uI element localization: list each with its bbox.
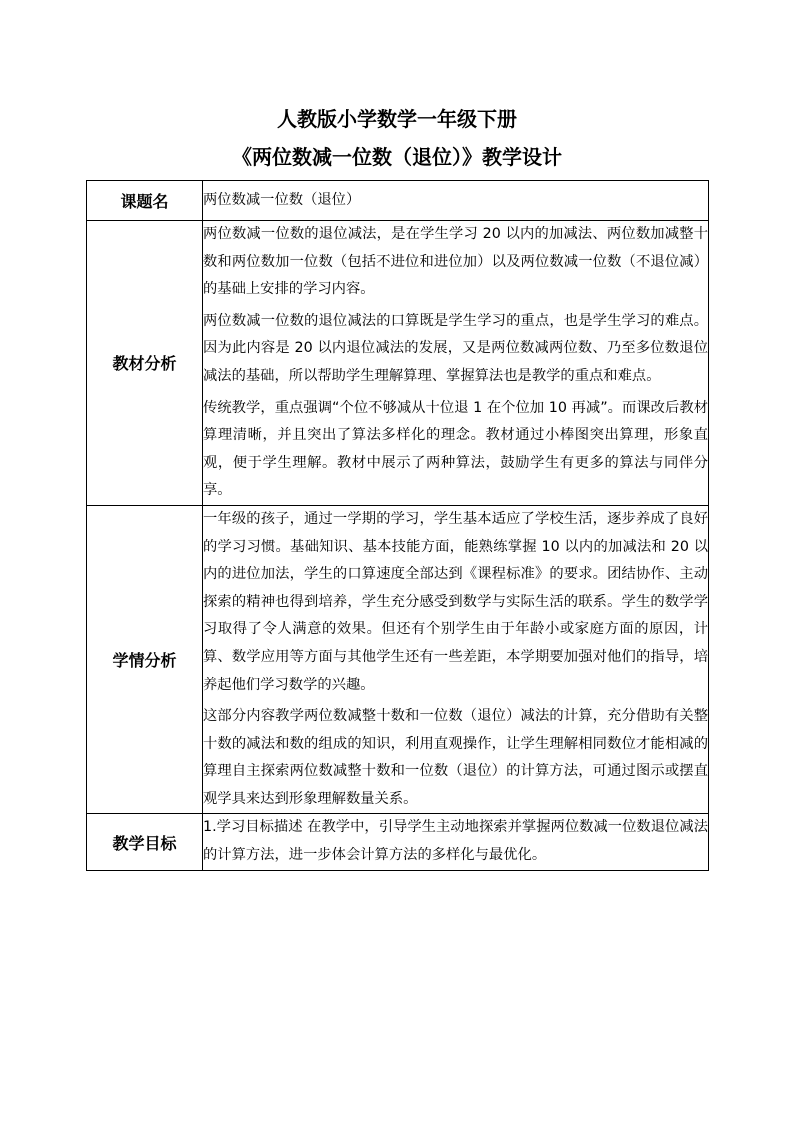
- row-label-teaching-goals: 教学目标: [87, 814, 203, 870]
- student-analysis-paragraph-2: 这部分内容教学两位数减整十数和一位数（退位）减法的计算，充分借助有关整十数的减法和数的组成的知识，利用直观操作，让学生理解相同数位才能相减的算理自主探索两位数减整十数和一位数（退位）的计算方法，可通过图示或摆直观学具来达到形象理解数量关系。: [203, 708, 708, 807]
- row-label-student-analysis: 学情分析: [87, 505, 203, 814]
- title-line-1: 人教版小学数学一年级下册: [277, 107, 517, 131]
- title-line-2: 《两位数减一位数（退位）》教学设计: [232, 145, 562, 169]
- table-row-teaching-goals: [87, 814, 709, 870]
- row-label-textbook-analysis: 教材分析: [87, 221, 203, 506]
- textbook-analysis-paragraph-1: 两位数减一位数的退位减法，是在学生学习 20 以内的加减法、两位数加减整十数和两位数加一位数（包括不进位和进位加）以及两位数减一位数（不退位减）的基础上安排的学习内容。: [203, 226, 708, 298]
- student-analysis-paragraph-1: 一年级的孩子，通过一学期的学习，学生基本适应了学校生活，逐步养成了良好的学习习惯。基础知识、基本技能方面，能熟练掌握 10 以内的加减法和 20 以内的进位加法，学生的口算速度全部达到《课程标准》的要求。团结协作、主动探索的精神也得到培养，学生充分感受到数学与实际生活的联系。学生的数学学习取得了令人满意的效果。但还有个别学生由于年龄小或家庭方面的原因，计算、数学应用等方面与其他学生还有一些差距，本学期要加强对他们的指导，培养起他们学习数学的兴趣。: [203, 510, 708, 693]
- lesson-design-table: [86, 180, 709, 871]
- row-label-topic: 课题名: [87, 181, 203, 221]
- topic-text: 两位数减一位数（退位）: [203, 191, 361, 208]
- teaching-goals-paragraph-1: 1.学习目标描述 在教学中，引导学生主动地探索并掌握两位数减一位数退位减法的计算方法，进一步体会计算方法的多样化与最优化。: [203, 819, 708, 864]
- textbook-analysis-paragraph-3: 传统教学，重点强调“个位不够减从十位退 1 在个位加 10 再减”。而课改后教材算理清晰，并且突出了算法多样化的理念。教材通过小棒图突出算理，形象直观，便于学生理解。教材中展示了两种算法，鼓励学生有更多的算法与同伴分享。: [203, 399, 708, 499]
- document-title: [0, 100, 794, 176]
- row-content-topic: [203, 181, 709, 221]
- row-content-textbook-analysis: [203, 221, 709, 506]
- row-content-student-analysis: [203, 505, 709, 814]
- table-row-student-analysis: [87, 505, 709, 814]
- table-row-textbook-analysis: [87, 221, 709, 506]
- row-content-teaching-goals: [203, 814, 709, 870]
- table-row-topic: [87, 181, 709, 221]
- textbook-analysis-paragraph-2: 两位数减一位数的退位减法的口算既是学生学习的重点，也是学生学习的难点。因为此内容是 20 以内退位减法的发展，又是两位数减两位数、乃至多位数退位减法的基础，所以帮助学生理解算理、掌握算法也是教学的重点和难点。: [203, 312, 708, 384]
